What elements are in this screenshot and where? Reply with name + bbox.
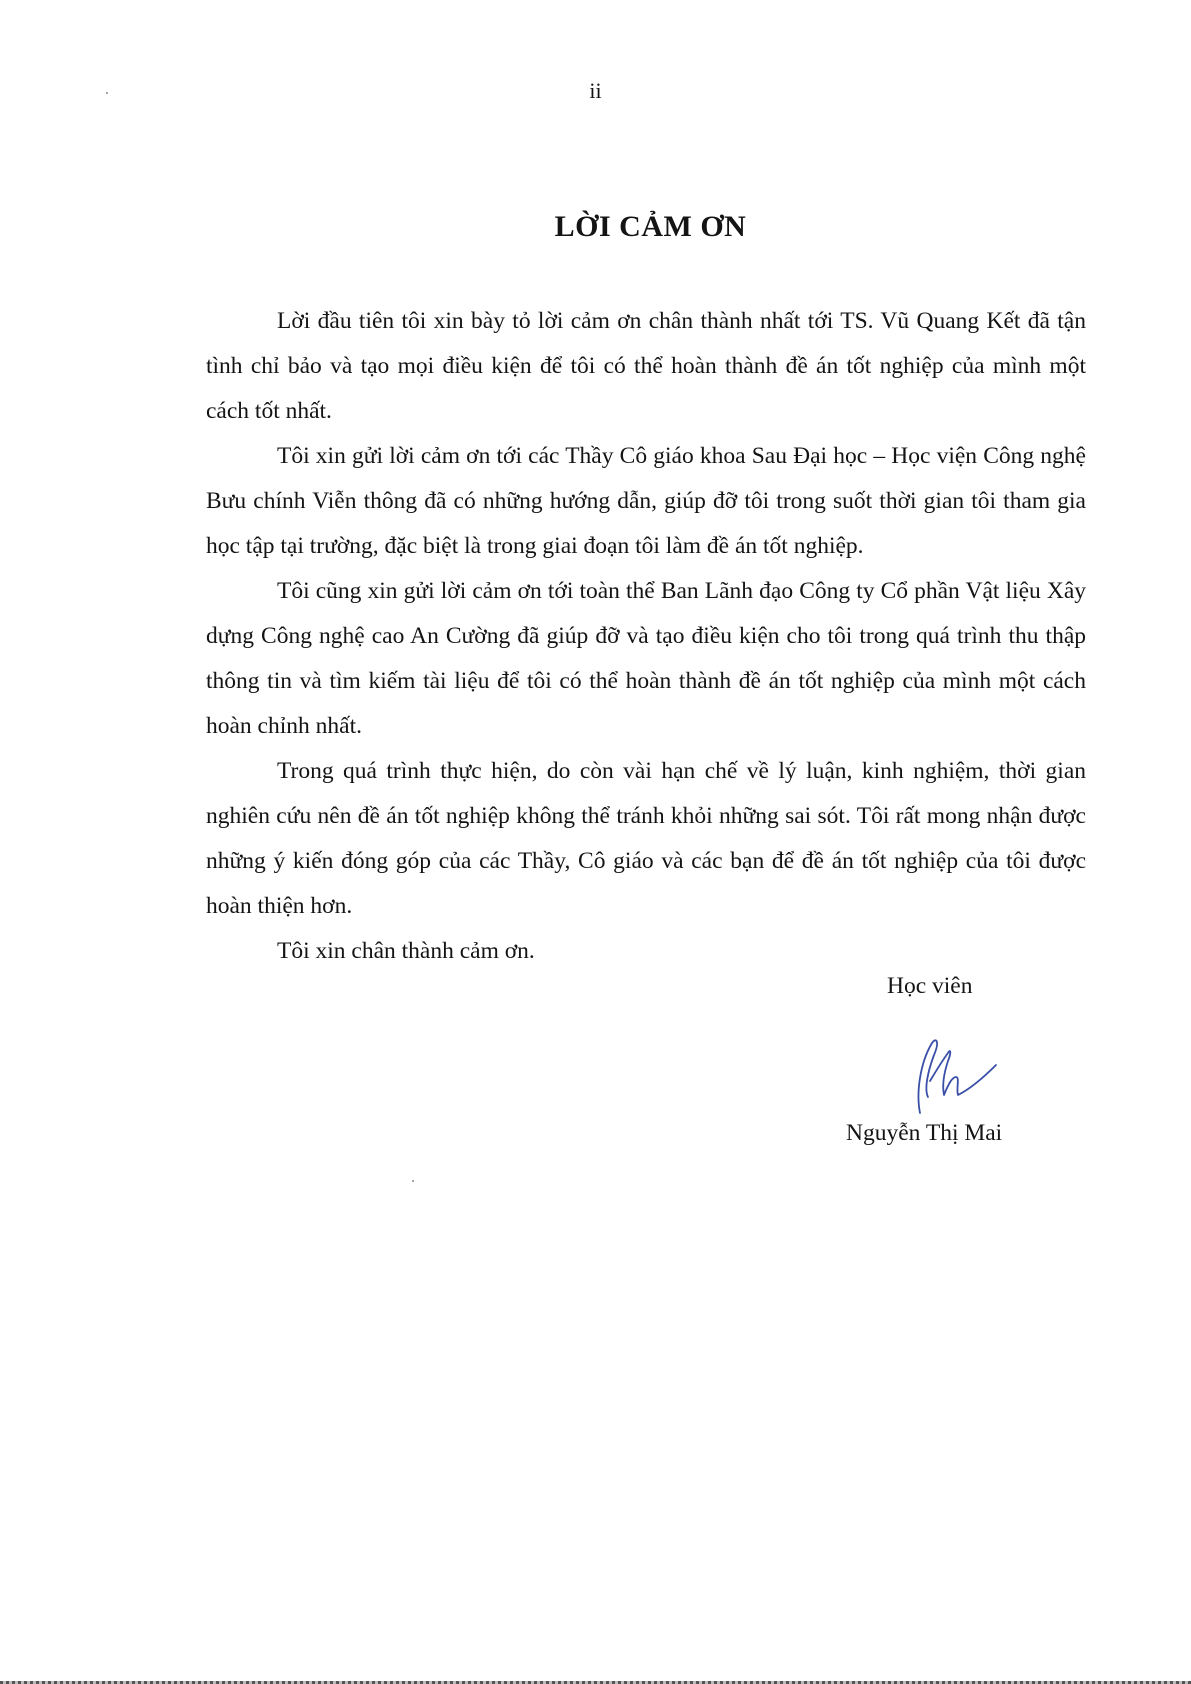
scan-speck (106, 92, 108, 94)
page-title: LỜI CẢM ƠN (554, 210, 747, 243)
signature-block (800, 975, 1070, 1155)
signatory-role: Học viên (887, 973, 973, 999)
paragraph-5: Tôi xin chân thành cảm ơn. (277, 938, 535, 964)
signatory-name: Nguyễn Thị Mai (846, 1120, 1003, 1146)
scan-speck (412, 1180, 414, 1182)
paragraph-3: Tôi cũng xin gửi lời cảm ơn tới toàn thể Ban Lãnh đạo Công ty Cổ phần Vật liệu Xây dựng Công nghệ cao An Cường đã giúp đỡ và tạo điều kiện cho tôi trong quá trình thu thập thông tin và tìm kiếm tài liệu để tôi có thể hoàn thành đề án tốt nghiệp của mình một cách hoàn chỉnh nhất. (206, 578, 1086, 739)
acknowledgement-body (206, 299, 1086, 974)
handwritten-signature (890, 1033, 1000, 1123)
paragraph-1: Lời đầu tiên tôi xin bày tỏ lời cảm ơn chân thành nhất tới TS. Vũ Quang Kết đã tận tình chỉ bảo và tạo mọi điều kiện để tôi có thể hoàn thành đề án tốt nghiệp của mình một cách tốt nhất. (206, 308, 1086, 424)
paragraph-2: Tôi xin gửi lời cảm ơn tới các Thầy Cô giáo khoa Sau Đại học – Học viện Công nghệ Bưu chính Viễn thông đã có những hướng dẫn, giúp đỡ tôi trong suốt thời gian tôi tham gia học tập tại trường, đặc biệt là trong giai đoạn tôi làm đề án tốt nghiệp. (206, 443, 1086, 559)
page-number: ii (589, 78, 602, 103)
paragraph-4: Trong quá trình thực hiện, do còn vài hạn chế về lý luận, kinh nghiệm, thời gian nghiên cứu nên đề án tốt nghiệp không thể tránh khỏi những sai sót. Tôi rất mong nhận được những ý kiến đóng góp của các Thầy, Cô giáo và các bạn để đề án tốt nghiệp của tôi được hoàn thiện hơn. (206, 758, 1086, 919)
